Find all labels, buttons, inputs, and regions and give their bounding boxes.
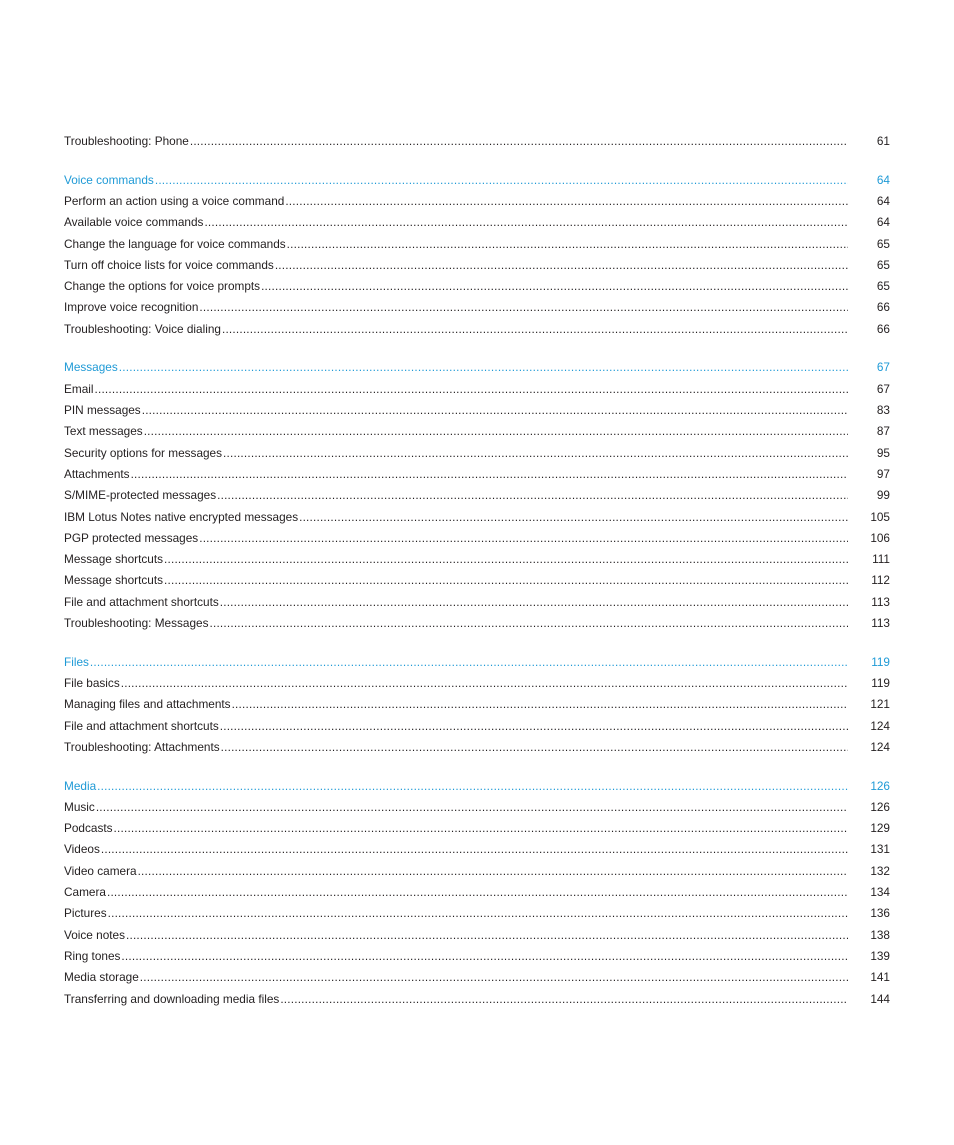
toc-entry-row[interactable] — [64, 528, 890, 549]
toc-section-title: Messages ..... — [64, 357, 848, 378]
toc-entry-title: S/MIME-protected messages ..... — [64, 485, 848, 506]
toc-entry-row[interactable] — [64, 570, 890, 591]
toc-page-number: 61 — [876, 134, 890, 148]
toc-section-row[interactable] — [64, 170, 890, 191]
toc-entry-title: Podcasts ..... — [64, 818, 848, 839]
toc-entry-row[interactable] — [64, 549, 890, 570]
toc-page-number: 144 — [870, 991, 890, 1006]
toc-entry-title: Music ..... — [64, 797, 848, 818]
toc-entry-title: Troubleshooting: Phone ..... — [64, 131, 848, 152]
toc-entry-row[interactable] — [64, 443, 890, 464]
toc-page-number: 66 — [876, 321, 890, 336]
toc-entry-row[interactable] — [64, 925, 890, 946]
section-spacer — [64, 340, 890, 357]
toc-entry-title: PGP protected messages ..... — [64, 528, 848, 549]
toc-page-number: 65 — [876, 279, 890, 294]
toc-page-number: 124 — [870, 718, 890, 733]
toc-page-number: 95 — [876, 445, 890, 460]
toc-section-row[interactable] — [64, 652, 890, 673]
toc-page-number: 64 — [876, 172, 890, 187]
toc-page-number: 131 — [870, 842, 890, 857]
toc-entry-title: Change the options for voice prompts ..... — [64, 276, 848, 297]
toc-entry-row[interactable] — [64, 818, 890, 839]
toc-entry-row[interactable] — [64, 212, 890, 233]
toc-entry-title: File and attachment shortcuts ..... — [64, 592, 848, 613]
toc-entry-row[interactable] — [64, 839, 890, 860]
toc-page-number: 132 — [870, 863, 890, 878]
toc-entry-row[interactable] — [64, 319, 890, 340]
toc-entry-title: File and attachment shortcuts ..... — [64, 716, 848, 737]
toc-page-number: 126 — [870, 778, 890, 793]
toc-entry-title: Transferring and downloading media files ..... — [64, 989, 848, 1010]
toc-entry-row[interactable] — [64, 989, 890, 1010]
toc-entry-title: Video camera ..... — [64, 861, 848, 882]
toc-entry-title: Security options for messages ..... — [64, 443, 848, 464]
toc-section-title: Media ..... — [64, 776, 848, 797]
toc-entry-title: Improve voice recognition ..... — [64, 297, 848, 318]
toc-entry-title: Perform an action using a voice command ..... — [64, 191, 848, 212]
toc-entry-row[interactable] — [64, 507, 890, 528]
toc-page-number: 65 — [876, 257, 890, 272]
toc-page-number: 134 — [870, 885, 890, 900]
toc-entry-title: Troubleshooting: Voice dialing ..... — [64, 319, 848, 340]
toc-entry-row[interactable] — [64, 191, 890, 212]
toc-entry-title: Turn off choice lists for voice commands ..... — [64, 255, 848, 276]
toc-page-number: 64 — [876, 215, 890, 230]
toc-entry-title: Media storage ..... — [64, 967, 848, 988]
toc-page-number: 113 — [871, 594, 890, 609]
table-of-contents — [64, 131, 890, 1010]
toc-entry-row[interactable] — [64, 255, 890, 276]
toc-entry-title: Email ..... — [64, 379, 848, 400]
toc-page-number: 99 — [876, 488, 890, 503]
toc-entry-row[interactable] — [64, 967, 890, 988]
toc-entry-row[interactable] — [64, 694, 890, 715]
toc-entry-title: Ring tones ..... — [64, 946, 848, 967]
toc-entry-title: Troubleshooting: Messages ..... — [64, 613, 848, 634]
toc-entry-title: Managing files and attachments ..... — [64, 694, 848, 715]
toc-section-row[interactable] — [64, 357, 890, 378]
toc-page-number: 83 — [876, 403, 890, 418]
toc-entry-row[interactable] — [64, 737, 890, 758]
toc-entry-row[interactable] — [64, 613, 890, 634]
toc-page-number: 112 — [871, 573, 890, 588]
toc-entry-title: IBM Lotus Notes native encrypted messages ..... — [64, 507, 848, 528]
toc-page-number: 124 — [870, 739, 890, 754]
toc-entry-row[interactable] — [64, 903, 890, 924]
toc-entry-row[interactable] — [64, 234, 890, 255]
toc-page-number: 97 — [876, 466, 890, 481]
toc-entry-title: Change the language for voice commands ..... — [64, 234, 848, 255]
toc-entry-title: File basics ..... — [64, 673, 848, 694]
toc-page-number: 65 — [876, 236, 890, 251]
toc-entry-row[interactable] — [64, 861, 890, 882]
section-spacer — [64, 634, 890, 651]
toc-page-number: 111 — [872, 552, 890, 567]
toc-page-number: 139 — [870, 948, 890, 963]
toc-page-number: 141 — [870, 970, 890, 985]
toc-entry-row[interactable] — [64, 400, 890, 421]
toc-entry-title: Text messages ..... — [64, 421, 848, 442]
toc-entry-title: Troubleshooting: Attachments ..... — [64, 737, 848, 758]
toc-entry-title: Available voice commands ..... — [64, 212, 848, 233]
toc-page-number: 106 — [870, 530, 890, 545]
toc-page-number: 66 — [876, 300, 890, 315]
toc-entry-row[interactable] — [64, 131, 890, 152]
section-spacer — [64, 152, 890, 169]
toc-entry-title: Pictures ..... — [64, 903, 848, 924]
toc-page-number: 121 — [870, 697, 890, 712]
toc-page-number: 67 — [876, 360, 890, 375]
toc-entry-title: Message shortcuts ..... — [64, 549, 848, 570]
toc-page-number: 113 — [871, 616, 890, 631]
toc-entry-title: Videos ..... — [64, 839, 848, 860]
toc-page-number: 126 — [870, 799, 890, 814]
toc-page-number: 129 — [870, 821, 890, 836]
toc-entry-row[interactable] — [64, 797, 890, 818]
toc-entry-title: Message shortcuts ..... — [64, 570, 848, 591]
toc-entry-row[interactable] — [64, 464, 890, 485]
toc-page-number: 64 — [876, 193, 890, 208]
toc-page-number: 87 — [876, 424, 890, 439]
toc-entry-title: Voice notes ..... — [64, 925, 848, 946]
toc-entry-title: PIN messages ..... — [64, 400, 848, 421]
toc-page-number: 67 — [876, 381, 890, 396]
toc-page-number: 138 — [870, 927, 890, 942]
toc-entry-row[interactable] — [64, 946, 890, 967]
toc-entry-row[interactable] — [64, 716, 890, 737]
toc-page-number: 119 — [871, 676, 890, 690]
toc-entry-row[interactable] — [64, 276, 890, 297]
toc-section-row[interactable] — [64, 776, 890, 797]
toc-entry-row[interactable] — [64, 882, 890, 903]
toc-entry-row[interactable] — [64, 673, 890, 694]
toc-section-title: Voice commands ..... — [64, 170, 848, 191]
toc-page-number: 136 — [870, 906, 890, 921]
toc-entry-row[interactable] — [64, 379, 890, 400]
toc-entry-title: Camera ..... — [64, 882, 848, 903]
section-spacer — [64, 758, 890, 775]
toc-page-number: 105 — [870, 509, 890, 524]
toc-entry-title: Attachments ..... — [64, 464, 848, 485]
toc-section-title: Files ..... — [64, 652, 848, 673]
toc-entry-row[interactable] — [64, 297, 890, 318]
toc-entry-row[interactable] — [64, 592, 890, 613]
toc-entry-row[interactable] — [64, 421, 890, 442]
toc-entry-row[interactable] — [64, 485, 890, 506]
toc-page-number: 119 — [871, 654, 890, 669]
